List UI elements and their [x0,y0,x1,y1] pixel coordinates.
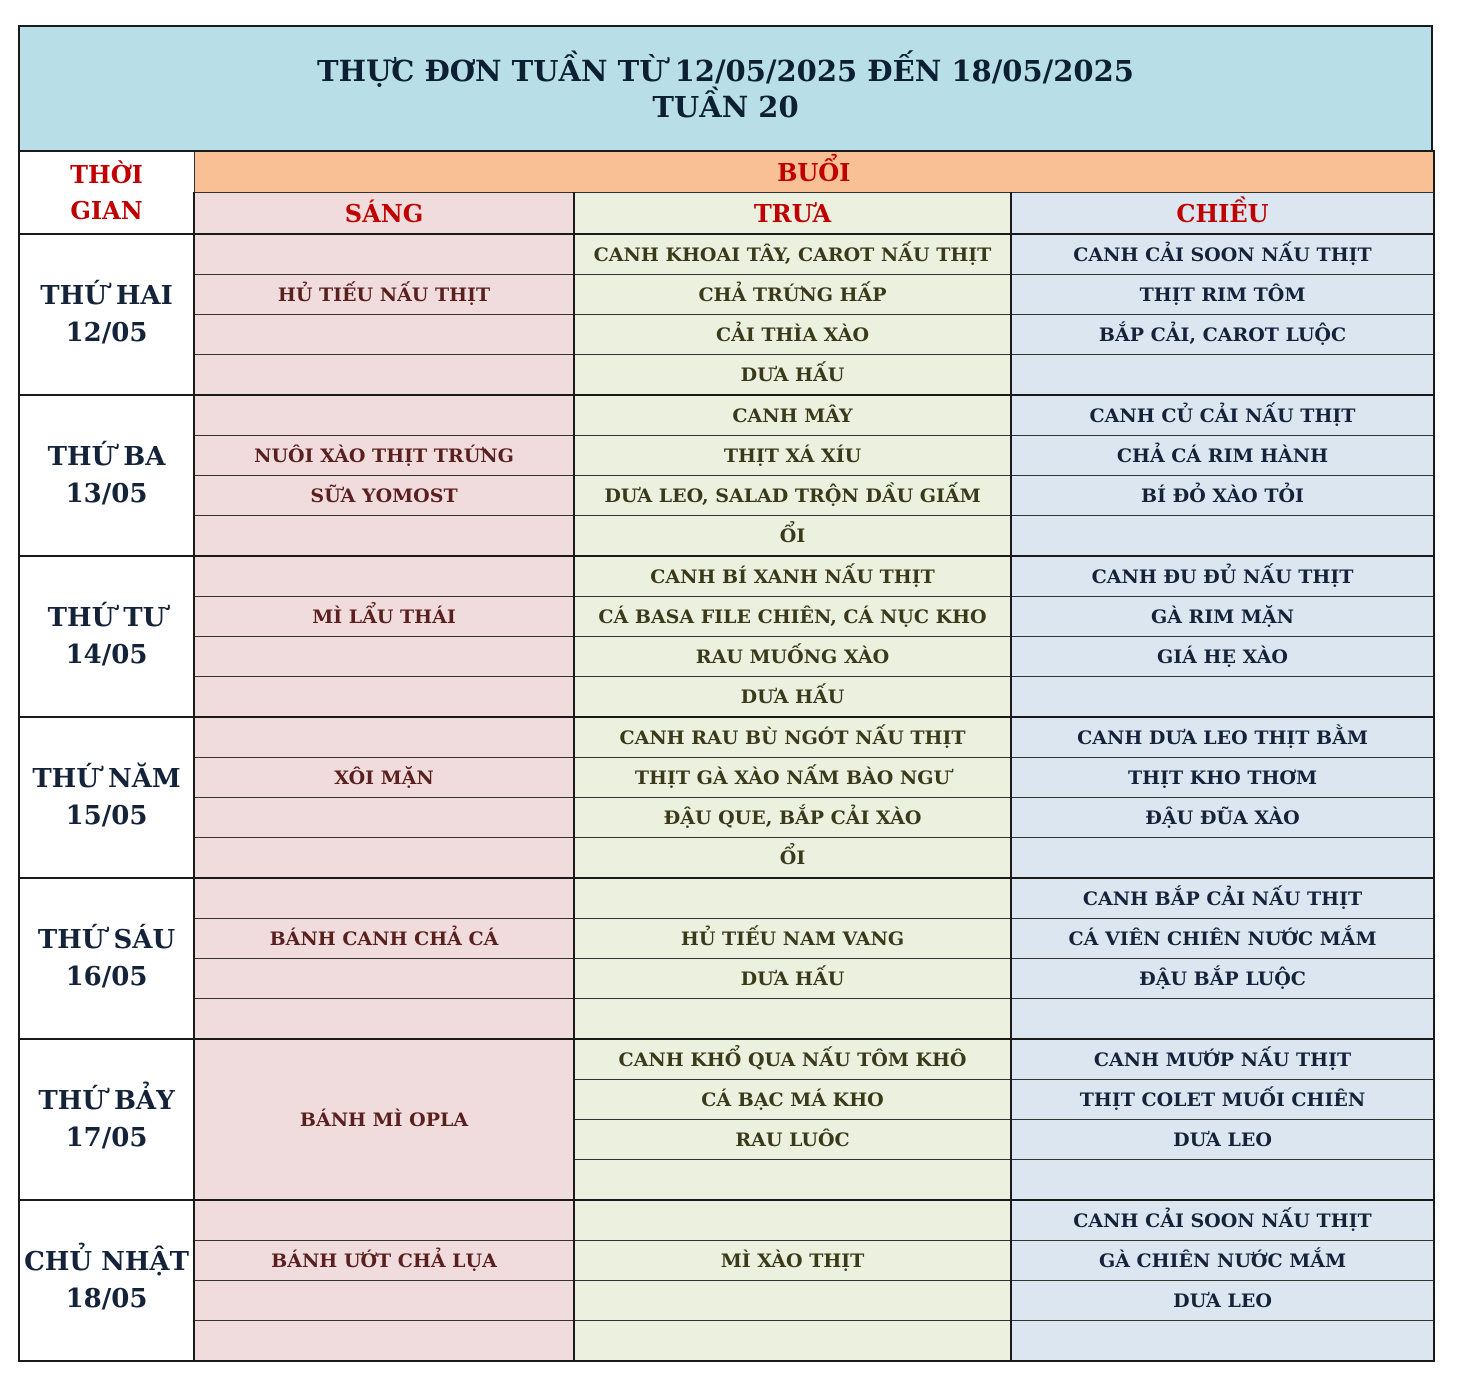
day-cell [19,395,194,556]
menu-body [19,234,1434,1361]
table-row [19,717,1434,758]
table-row [19,999,1434,1040]
morning-dish [194,1200,574,1241]
noon-dish [574,999,1011,1040]
morning-dish [194,798,574,838]
morning-dish: BÁNH CANH CHẢ CÁ [194,919,574,959]
table-row [19,234,1434,275]
morning-dish [194,1321,574,1362]
noon-dish: ĐẬU QUE, BẮP CẢI XÀO [574,798,1011,838]
day-cell [19,717,194,878]
afternoon-dish [1011,516,1434,557]
table-row [19,878,1434,919]
morning-dish: NUÔI XÀO THỊT TRỨNG [194,436,574,476]
day-cell [19,1200,194,1361]
day-date: 14/05 [65,639,148,670]
afternoon-dish: CANH CẢI SOON NẤU THỊT [1011,1200,1434,1241]
table-row [19,1321,1434,1362]
afternoon-dish [1011,999,1434,1040]
table-row [19,798,1434,838]
table-row [19,556,1434,597]
day-name: THỨ NĂM [32,763,181,794]
day-name: THỨ TƯ [47,602,166,633]
menu-table [18,150,1435,1362]
afternoon-dish: CANH BẮP CẢI NẤU THỊT [1011,878,1434,919]
noon-dish: CANH BÍ XANH NẤU THỊT [574,556,1011,597]
table-row [19,395,1434,436]
afternoon-dish [1011,1160,1434,1201]
day-date: 16/05 [65,961,148,992]
time-header-line1: THỜI [70,159,143,189]
afternoon-dish: CANH ĐU ĐỦ NẤU THỊT [1011,556,1434,597]
noon-dish: DƯA HẤU [574,677,1011,718]
afternoon-dish: GÀ CHIÊN NƯỚC MẮM [1011,1241,1434,1281]
noon-dish: ỔI [574,838,1011,879]
day-name: THỨ HAI [40,280,173,311]
table-row [19,597,1434,637]
day-cell [19,1039,194,1200]
table-row [19,1039,1434,1080]
afternoon-dish: CANH CỦ CẢI NẤU THỊT [1011,395,1434,436]
morning-dish [194,315,574,355]
afternoon-dish: THỊT KHO THƠM [1011,758,1434,798]
noon-dish: MÌ XÀO THỊT [574,1241,1011,1281]
menu-title: THỰC ĐƠN TUẦN TỪ 12/05/2025 ĐẾN 18/05/2025 [317,53,1134,88]
table-row [19,1281,1434,1321]
afternoon-dish: ĐẬU ĐŨA XÀO [1011,798,1434,838]
day-cell [19,234,194,395]
morning-dish [194,637,574,677]
table-row [19,476,1434,516]
table-row [19,838,1434,879]
afternoon-dish: THỊT RIM TÔM [1011,275,1434,315]
afternoon-dish: GIÁ HẸ XÀO [1011,637,1434,677]
morning-dish [194,556,574,597]
morning-dish: MÌ LẨU THÁI [194,597,574,637]
noon-dish: CÁ BASA FILE CHIÊN, CÁ NỤC KHO [574,597,1011,637]
table-row [19,919,1434,959]
afternoon-dish: BẮP CẢI, CAROT LUỘC [1011,315,1434,355]
morning-dish [194,959,574,999]
noon-dish: RAU MUỐNG XÀO [574,637,1011,677]
afternoon-dish [1011,838,1434,879]
morning-dish: SỮA YOMOST [194,476,574,516]
afternoon-dish: CANH MƯỚP NẤU THỊT [1011,1039,1434,1080]
noon-dish: CANH KHOAI TÂY, CAROT NẤU THỊT [574,234,1011,275]
day-date: 15/05 [65,800,148,831]
afternoon-dish: CANH DƯA LEO THỊT BẰM [1011,717,1434,758]
week-number: TUẦN 20 [652,89,799,124]
afternoon-dish: CANH CẢI SOON NẤU THỊT [1011,234,1434,275]
morning-dish: BÁNH ƯỚT CHẢ LỤA [194,1241,574,1281]
noon-dish [574,1160,1011,1201]
title-banner [18,25,1433,150]
morning-dish [194,355,574,396]
noon-dish [574,1321,1011,1362]
noon-dish: DƯA HẤU [574,959,1011,999]
noon-dish: THỊT GÀ XÀO NẤM BÀO NGƯ [574,758,1011,798]
morning-dish: HỦ TIẾU NẤU THỊT [194,275,574,315]
afternoon-dish: ĐẬU BẮP LUỘC [1011,959,1434,999]
day-date: 12/05 [65,317,148,348]
morning-dish: XÔI MẶN [194,758,574,798]
session-header: BUỔI [194,151,1434,193]
morning-dish [194,677,574,718]
table-row [19,959,1434,999]
noon-dish: CẢI THÌA XÀO [574,315,1011,355]
morning-dish: BÁNH MÌ OPLA [194,1039,574,1200]
noon-dish: HỦ TIẾU NAM VANG [574,919,1011,959]
noon-dish: CANH KHỔ QUA NẤU TÔM KHÔ [574,1039,1011,1080]
table-row [19,1200,1434,1241]
noon-dish: RAU LUÔC [574,1120,1011,1160]
noon-dish: DƯA HẤU [574,355,1011,396]
noon-dish: CHẢ TRỨNG HẤP [574,275,1011,315]
afternoon-dish: GÀ RIM MẶN [1011,597,1434,637]
afternoon-dish: CHẢ CÁ RIM HÀNH [1011,436,1434,476]
morning-header: SÁNG [194,193,574,235]
noon-dish: CANH RAU BÙ NGÓT NẤU THỊT [574,717,1011,758]
noon-dish: ỔI [574,516,1011,557]
day-date: 13/05 [65,478,148,509]
afternoon-dish [1011,355,1434,396]
day-cell [19,556,194,717]
afternoon-dish: THỊT COLET MUỐI CHIÊN [1011,1080,1434,1120]
table-row [19,275,1434,315]
noon-header: TRƯA [574,193,1011,235]
table-row [19,315,1434,355]
menu-sheet [18,25,1433,1362]
day-name: THỨ SÁU [37,924,176,955]
time-column-header [19,151,194,234]
table-row [19,1241,1434,1281]
morning-dish [194,516,574,557]
afternoon-dish [1011,677,1434,718]
table-row [19,355,1434,396]
afternoon-dish: DƯA LEO [1011,1281,1434,1321]
day-cell [19,878,194,1039]
day-name: THỨ BA [47,441,166,472]
morning-dish [194,234,574,275]
day-date: 17/05 [65,1122,148,1153]
morning-dish [194,395,574,436]
afternoon-dish [1011,1321,1434,1362]
table-row [19,436,1434,476]
noon-dish [574,1281,1011,1321]
day-date: 18/05 [65,1283,148,1314]
afternoon-dish: CÁ VIÊN CHIÊN NƯỚC MẮM [1011,919,1434,959]
noon-dish: CÁ BẠC MÁ KHO [574,1080,1011,1120]
noon-dish: CANH MÂY [574,395,1011,436]
table-row [19,516,1434,557]
noon-dish [574,878,1011,919]
noon-dish: DƯA LEO, SALAD TRỘN DẦU GIẤM [574,476,1011,516]
table-row [19,758,1434,798]
table-row [19,677,1434,718]
day-name: THỨ BẢY [38,1085,175,1116]
morning-dish [194,717,574,758]
noon-dish: THỊT XÁ XÍU [574,436,1011,476]
table-row [19,637,1434,677]
morning-dish [194,1281,574,1321]
morning-dish [194,878,574,919]
noon-dish [574,1200,1011,1241]
morning-dish [194,999,574,1040]
day-name: CHỦ NHẬT [24,1246,189,1277]
morning-dish [194,838,574,879]
afternoon-dish: BÍ ĐỎ XÀO TỎI [1011,476,1434,516]
time-header-line2: GIAN [70,195,143,225]
afternoon-dish: DƯA LEO [1011,1120,1434,1160]
afternoon-header: CHIỀU [1011,193,1434,235]
